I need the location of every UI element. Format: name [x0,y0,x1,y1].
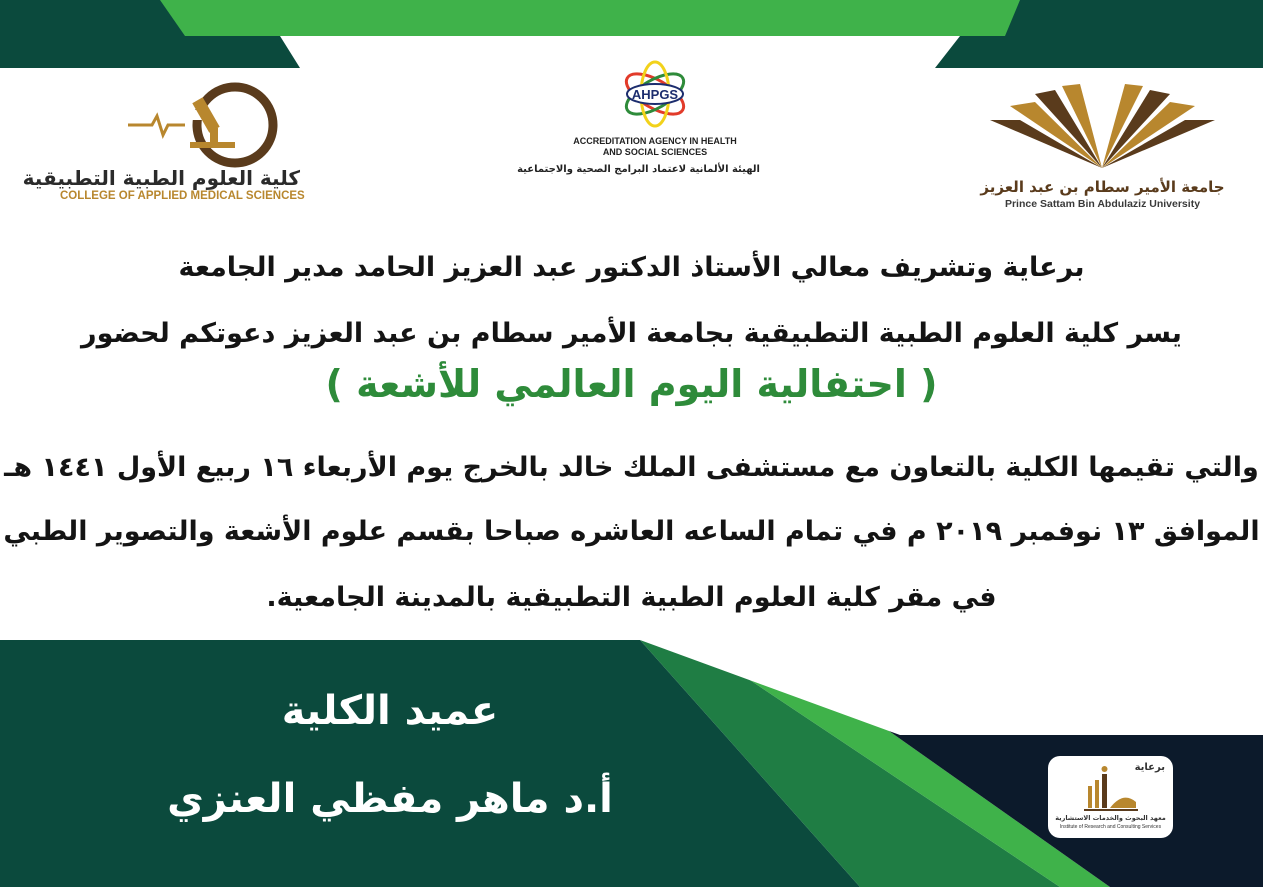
signature-name: أ.د ماهر مفظي العنزي [167,776,613,822]
college-name-arabic: كلية العلوم الطبية التطبيقية [22,166,300,190]
ahpgs-name-arabic: الهيئة الألمانية لاعتماد البرامج الصحية والاجتماعية [517,164,760,175]
event-title: ( احتفالية اليوم العالمي للأشعة ) [325,362,938,406]
university-name-english: Prince Sattam Bin Abdulaziz University [1004,198,1201,210]
invitation-line-date-gregorian: الموافق ١٣ نوفمبر ٢٠١٩ م في تمام الساعه العاشره صباحا بقسم علوم الأشعة والتصوير الطبي [3,516,1260,547]
atom-icon [550,52,760,132]
college-logo [22,80,305,210]
book-wings-icon [980,80,1225,175]
sponsor-name-english: Institute of Research and Consulting Services [1059,824,1162,830]
ahpgs-logo [517,52,760,182]
university-name-arabic: جامعة الأمير سطام بن عبد العزيز [980,178,1225,196]
invitation-line-date-hijri: والتي تقيمها الكلية بالتعاون مع مستشفى الملك خالد بالخرج يوم الأربعاء ١٦ ربيع الأول ١٤٤١ هـ [4,452,1259,483]
ahpgs-acronym: AHPGS [631,87,679,102]
sponsor-name-arabic: معهد البحوث والخدمات الاستشارية [1055,814,1166,822]
college-name-english: COLLEGE OF APPLIED MEDICAL SCIENCES [60,190,305,202]
invitation-line-announcement: يسر كلية العلوم الطبية التطبيقية بجامعة الأمير سطام بن عبد العزيز دعوتكم لحضور [81,318,1182,349]
sponsor-label: برعاية [1134,762,1165,773]
signature-role: عميد الكلية [281,688,499,734]
top-green-stripe [160,0,1020,36]
invitation-line-patronage: برعاية وتشريف معالي الأستاذ الدكتور عبد العزيز الحامد مدير الجامعة [178,252,1085,283]
sponsor-logo [1048,756,1173,838]
microscope-icon [60,80,300,170]
university-logo [980,80,1225,210]
ahpgs-name-english: ACCREDITATION AGENCY IN HEALTH AND SOCIAL SCIENCES [573,136,737,157]
invitation-line-location: في مقر كلية العلوم الطبية التطبيقية بالمدينة الجامعية. [266,582,997,613]
